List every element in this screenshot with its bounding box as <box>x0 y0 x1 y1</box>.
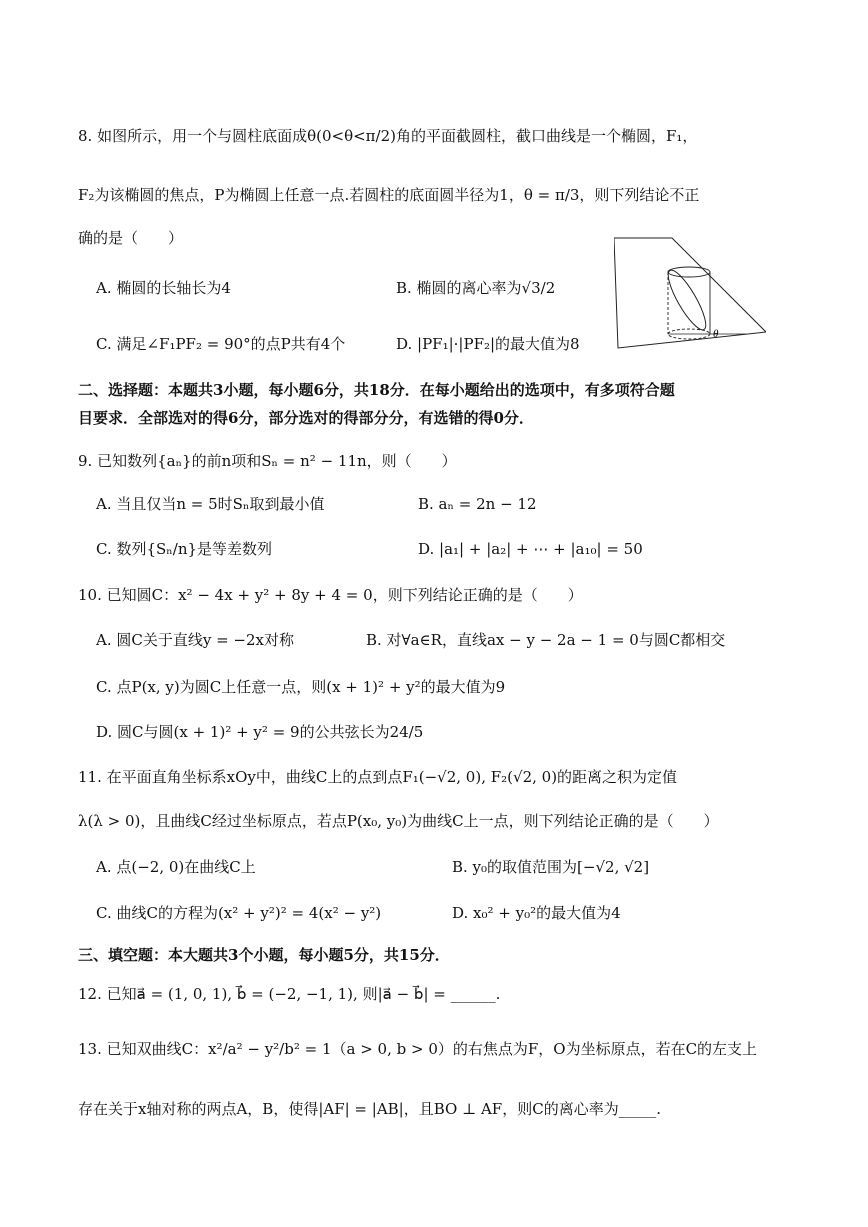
q11-option-a: A. 点(−2, 0)在曲线C上 <box>96 858 256 876</box>
q8-stem-line1: 8. 如图所示，用一个与圆柱底面成θ(0<θ<π/2)角的平面截圆柱，截口曲线是一个椭圆，F₁， <box>78 127 698 145</box>
q9-stem: 9. 已知数列{aₙ}的前n项和Sₙ = n² − 11n，则（ ） <box>78 452 457 470</box>
cylinder-plane-figure <box>614 234 766 354</box>
q11-option-b: B. y₀的取值范围为[−√2, √2] <box>452 858 650 876</box>
q11-stem-line1: 11. 在平面直角坐标系xOy中，曲线C上的点到点F₁(−√2, 0), F₂(√2, 0)的距离之积为定值 <box>78 768 678 786</box>
q10-option-a: A. 圆C关于直线y = −2x对称 <box>96 631 294 649</box>
section-2-heading-line2: 目要求．全部选对的得6分，部分选对的得部分分，有选错的得0分． <box>78 409 534 427</box>
q8-option-d: D. |PF₁|·|PF₂|的最大值为8 <box>396 335 580 353</box>
q8-stem-line3: 确的是（ ） <box>78 229 184 247</box>
section-2-heading-line1: 二、选择题：本题共3小题，每小题6分，共18分．在每小题给出的选项中，有多项符合题 <box>78 381 675 399</box>
q10-option-d: D. 圆C与圆(x + 1)² + y² = 9的公共弦长为24/5 <box>96 723 424 741</box>
q8-option-a: A. 椭圆的长轴长为4 <box>96 279 231 297</box>
cylinder-top-ellipse <box>668 267 710 277</box>
q9-option-a: A. 当且仅当n = 5时Sₙ取到最小值 <box>96 495 325 513</box>
q8-option-c: C. 满足∠F₁PF₂ = 90°的点P共有4个 <box>96 335 346 353</box>
q8-stem-line2: F₂为该椭圆的焦点，P为椭圆上任意一点.若圆柱的底面圆半径为1，θ = π/3，则下列结论不正 <box>78 186 700 204</box>
q11-stem-line2: λ(λ > 0)，且曲线C经过坐标原点，若点P(x₀, y₀)为曲线C上一点，则下列结论正确的是（ ） <box>78 812 719 830</box>
section-ellipse <box>662 266 712 334</box>
q10-option-b: B. 对∀a∈R，直线ax − y − 2a − 1 = 0与圆C都相交 <box>366 631 726 649</box>
q10-stem: 10. 已知圆C：x² − 4x + y² + 8y + 4 = 0，则下列结论正确的是（ ） <box>78 586 583 604</box>
q8-option-b: B. 椭圆的离心率为√3/2 <box>396 279 556 297</box>
q13-stem-line1: 13. 已知双曲线C：x²/a² − y²/b² = 1（a > 0, b > 0）的右焦点为F，O为坐标原点，若在C的左支上 <box>78 1040 758 1058</box>
theta-label: θ <box>713 328 719 340</box>
q9-option-d: D. |a₁| + |a₂| + ⋯ + |a₁₀| = 50 <box>418 540 643 558</box>
section-3-heading: 三、填空题：本大题共3个小题，每小题5分，共15分． <box>78 946 450 964</box>
q10-option-c: C. 点P(x, y)为圆C上任意一点，则(x + 1)² + y²的最大值为9 <box>96 678 506 696</box>
q9-option-b: B. aₙ = 2n − 12 <box>418 495 537 513</box>
q13-stem-line2: 存在关于x轴对称的两点A，B，使得|AF| = |AB|，且BO ⊥ AF，则C的离心率为_____. <box>78 1100 661 1118</box>
q11-option-d: D. x₀² + y₀²的最大值为4 <box>452 904 621 922</box>
cutting-plane <box>614 238 766 348</box>
q11-option-c: C. 曲线C的方程为(x² + y²)² = 4(x² − y²) <box>96 904 382 922</box>
q12-stem: 12. 已知a⃗ = (1, 0, 1), b⃗ = (−2, −1, 1), 则|a⃗ − b⃗| = ______. <box>78 985 501 1003</box>
q9-option-c: C. 数列{Sₙ/n}是等差数列 <box>96 540 273 558</box>
